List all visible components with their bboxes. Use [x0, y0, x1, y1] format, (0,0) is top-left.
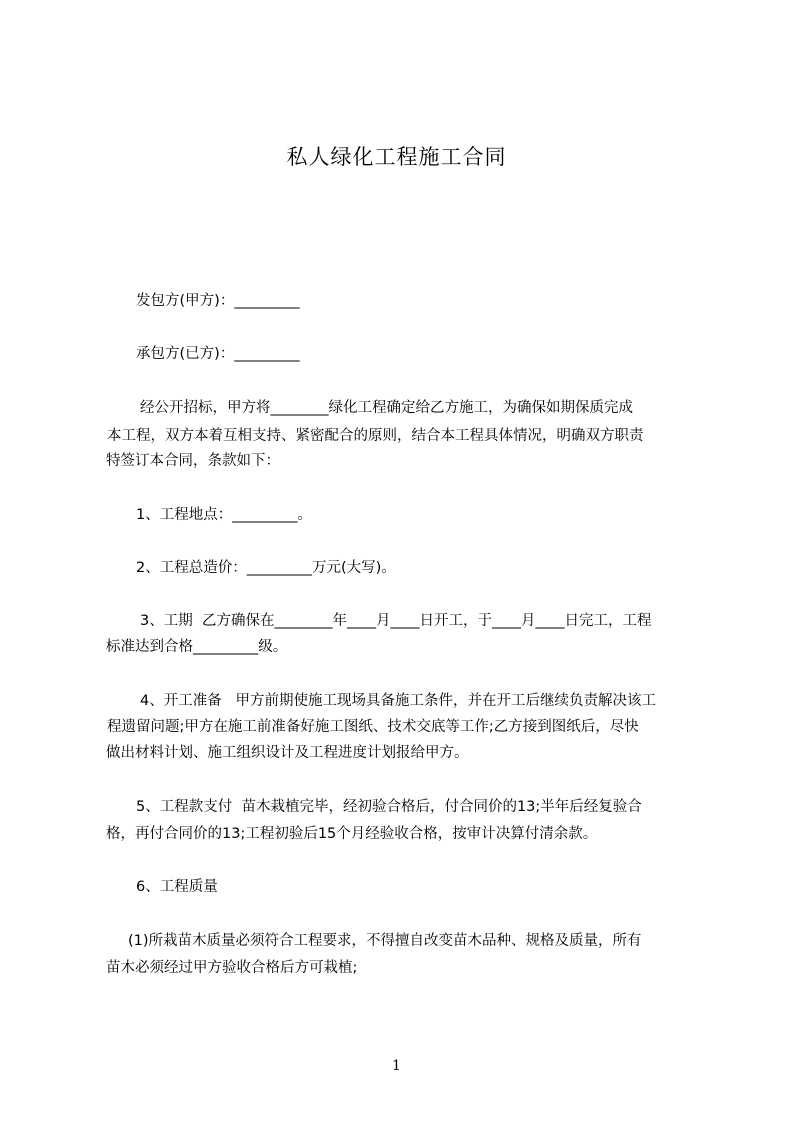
clause-2-total-price: 2、工程总造价：_________万元(大写)。 [136, 560, 396, 576]
clause-3-line-2: 标准达到合格_________级。 [106, 639, 288, 655]
preamble-line-3: 特签订本合同，条款如下： [106, 453, 280, 469]
preamble-line-1: 经公开招标，甲方将________绿化工程确定给乙方施工，为确保如期保质完成 [140, 400, 633, 416]
page-number: 1 [392, 1058, 401, 1074]
clause-1-location: 1、工程地点：_________。 [136, 507, 312, 523]
clause-5-line-2: 格，再付合同价的13;工程初验后15个月经验收合格，按审计决算付清余款。 [106, 826, 598, 842]
clause-6-1-line-2: 苗木必须经过甲方验收合格后方可栽植; [106, 960, 358, 976]
clause-6-1-line-1: (1)所栽苗木质量必须符合工程要求，不得擅自改变苗木品种、规格及质量，所有 [128, 933, 642, 949]
clause-4-line-2: 程遗留问题;甲方在施工前准备好施工图纸、技术交底等工作;乙方接到图纸后，尽快 [107, 719, 639, 735]
clause-4-line-1: 4、开工准备 甲方前期使施工现场具备施工条件，并在开工后继续负责解决该工 [140, 693, 657, 709]
party-a-line: 发包方(甲方)：_________ [136, 293, 300, 309]
clause-6-heading: 6、工程质量 [136, 879, 218, 895]
document-title: 私人绿化工程施工合同 [286, 145, 507, 169]
clause-4-line-3: 做出材料计划、施工组织设计及工程进度计划报给甲方。 [106, 745, 469, 761]
clause-5-line-1: 5、工程款支付 苗木栽植完毕，经初验合格后，付合同价的13;半年后经复验合 [136, 799, 642, 815]
party-b-line: 承包方(已方)：_________ [136, 346, 300, 362]
clause-3-line-1: 3、工期 乙方确保在________年____月____日开工，于____月____日完工，工程 [140, 613, 652, 629]
preamble-line-2: 本工程，双方本着互相支持、紧密配合的原则，结合本工程具体情况，明确双方职责 [107, 428, 644, 444]
